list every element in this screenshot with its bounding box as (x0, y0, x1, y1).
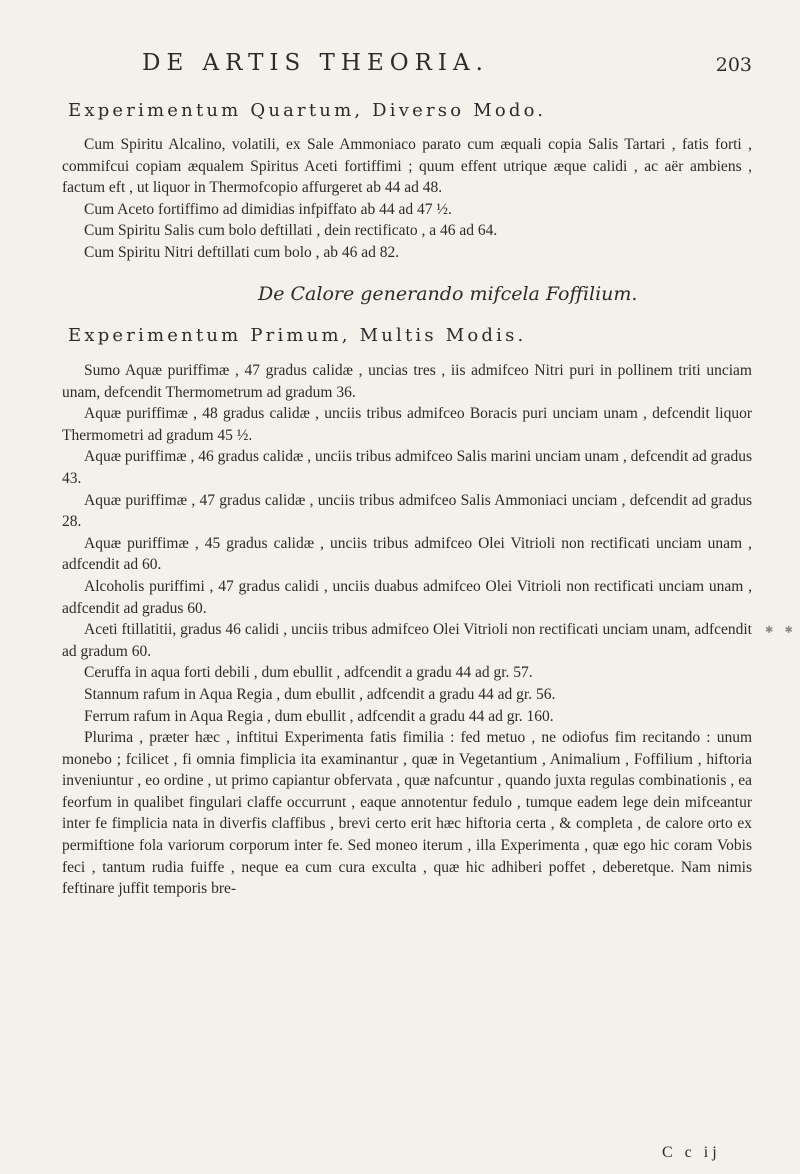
paragraph: Cum Aceto fortiffimo ad dimidias infpiffato ab 44 ad 47 ½. (84, 200, 452, 218)
printer-ornament: ✱ ✱ (765, 625, 797, 636)
paragraph: Cum Spiritu Alcalino, volatili, ex Sale Ammoniaco parato cum æquali copia Salis Tartari , fatis forti , commifcui copiam æqualem Spiritus Aceti fortiffimi ; quum effent utrique æque calidi , ac aër ambiens , factum eft , ut liquor in Thermofcopio affurgeret ab 44 ad 48. (62, 136, 752, 197)
running-title: DE ARTIS THEORIA. (142, 50, 489, 76)
paragraph: Ferrum rafum in Aqua Regia , dum ebullit , adfcendit a gradu 44 ad gr. 160. (84, 707, 554, 725)
paragraph: Aceti ftillatitii, gradus 46 calidi , unciis tribus admifceo Olei Vitrioli non rectificati unciam unam, adfcendit ad gradum 60. (62, 621, 752, 660)
signature-mark: C c ij (662, 1144, 721, 1161)
page-number: 203 (715, 54, 752, 76)
running-head (62, 50, 752, 90)
paragraph: Plurima , præter hæc , inftitui Experimenta fatis fimilia : fed metuo , ne odiofus fim recitando : unum monebo ; fcilicet , fi omnia fimplicia ita examinantur , quæ in Vegetantium , Animalium , Foffilium , hiftoria inveniuntur , eo ordine , ut primo capiantur obfervata , quæ nafcuntur , quando juxta regulas combinationis , ea feorfum in qualibet fingulari claffe occurrunt , eaque annotentur fedulo , tumque eadem lege dein mifceantur inter fe fimplicia nata in diverfis claffibus , brevi certo erit hæc hiftoria certa , & completa , de calore orto ex permiftione fola variorum corporum inter fe. Sed moneo iterum , illa Experimenta , quæ ego hic coram Vobis feci , tantum rudia fuiffe , neque ea cum cura exculta , quæ hic adhiberi poffet , deberetque. Nam nimis feftinare juffit temporis bre- (62, 729, 752, 898)
paragraph: Aquæ puriffimæ , 45 gradus calidæ , unciis tribus admifceo Olei Vitrioli non rectificati unciam unam , adfcendit ad 60. (62, 534, 752, 574)
paragraph: Aquæ puriffimæ , 48 gradus calidæ , unciis tribus admifceo Boracis puri unciam unam , defcendit liquor Thermometri ad gradum 45 ½. (62, 405, 752, 444)
section2-body (62, 360, 752, 900)
experiment-heading-primum: Experimentum Primum, Multis Modis. (68, 325, 527, 346)
paragraph: Sumo Aquæ puriffimæ , 47 gradus calidæ , uncias tres , iis admifceo Nitri puri in pollinem triti unciam unam, defcendit Thermometrum ad gradum 36. (62, 362, 752, 401)
section-title: De Calore generando mifcela Foffilium. (258, 283, 638, 305)
paragraph: Stannum rafum in Aqua Regia , dum ebullit , adfcendit a gradu 44 ad gr. 56. (84, 685, 556, 703)
experiment-heading-quartum: Experimentum Quartum, Diverso Modo. (68, 100, 547, 121)
paragraph: Cum Spiritu Salis cum bolo deftillati , dein rectificato , a 46 ad 64. (84, 222, 498, 240)
section1-body (62, 134, 752, 264)
paragraph: Aquæ puriffimæ , 47 gradus calidæ , unciis tribus admifceo Salis Ammoniaci unciam , defcendit ad gradus 28. (62, 491, 752, 531)
paragraph: Aquæ puriffimæ , 46 gradus calidæ , unciis tribus admifceo Salis marini unciam unam , defcendit ad gradus 43. (62, 448, 752, 487)
paragraph: Alcoholis puriffimi , 47 gradus calidi , unciis duabus admifceo Olei Vitrioli non rectificati unciam unam , adfcendit ad gradus 60. (62, 577, 752, 617)
paragraph: Ceruffa in aqua forti debili , dum ebullit , adfcendit a gradu 44 ad gr. 57. (84, 664, 533, 682)
paragraph: Cum Spiritu Nitri deftillati cum bolo , ab 46 ad 82. (84, 243, 400, 261)
